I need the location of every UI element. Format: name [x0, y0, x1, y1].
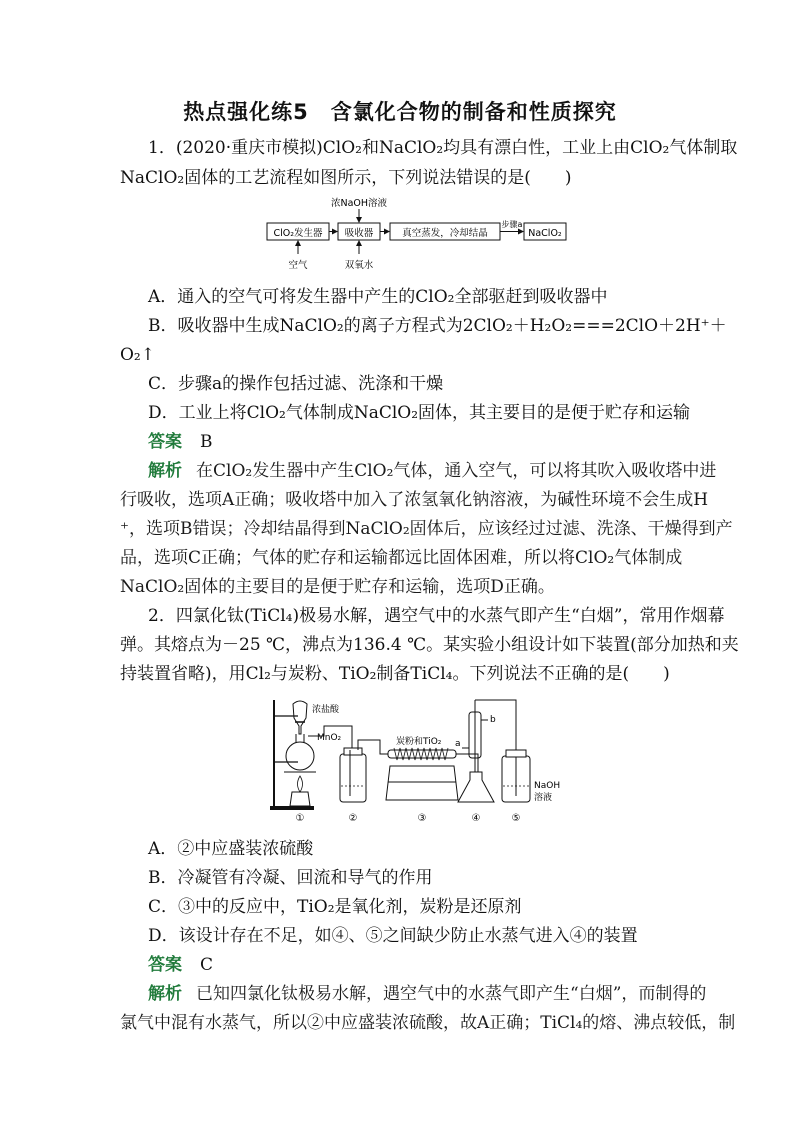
- q2-stem-line-2: 弹。其熔点为－25 ℃，沸点为136.4 ℃。某实验小组设计如下装置(部分加热和夹: [120, 635, 739, 655]
- q1-explanation-line-4: 品，选项C正确；气体的贮存和运输都远比固体困难，所以将ClO₂气体制成: [120, 548, 683, 568]
- iron-stand-base: [270, 806, 314, 810]
- q2-answer: [148, 954, 723, 976]
- q1-explanation-line-2: 行吸收，选项A正确；吸收塔中加入了浓氢氧化钠溶液，为碱性环境不会生成H: [120, 490, 709, 510]
- q2-option-b: B．冷凝管有冷凝、回流和导气的作用: [148, 868, 433, 888]
- apparatus-number-3: ③: [417, 813, 427, 824]
- conical-flask-4: [458, 772, 494, 802]
- flow-step-label: 步骤a: [501, 220, 523, 229]
- q1-explanation-line-3: ⁺，选项B错误；冷却结晶得到NaClO₂固体后，应该经过过滤、洗涤、干燥得到产: [120, 519, 733, 539]
- apparatus-number-2: ②: [348, 813, 358, 824]
- flow-box-generator-label: ClO₂发生器: [273, 228, 323, 239]
- q1-stem-line-1: 1．(2020·重庆市模拟)ClO₂和NaClO₂均具有漂白性，工业上由ClO₂气体制取: [148, 138, 738, 158]
- q1-option-c: C．步骤a的操作包括过滤、洗涤和干燥: [148, 374, 444, 394]
- q1-answer: [148, 431, 723, 453]
- label-carbon-tio2: 炭粉和TiO₂: [396, 737, 442, 747]
- alcohol-lamp: [290, 792, 310, 806]
- q1-explanation-line-1: [148, 460, 723, 482]
- flow-box-absorber-label: 吸收器: [344, 228, 374, 239]
- label-port-b: b: [490, 715, 496, 725]
- q1-flow-diagram: [262, 196, 572, 272]
- flow-bottom-input-air: 空气: [288, 260, 308, 271]
- q1-option-d: D．工业上将ClO₂气体制成NaClO₂固体，其主要目的是便于贮存和运输: [148, 403, 691, 423]
- flow-top-input-label: 浓NaOH溶液: [330, 198, 388, 209]
- apparatus-number-4: ④: [471, 813, 481, 824]
- furnace-stand: [386, 766, 458, 800]
- q1-option-b-line-1: B．吸收器中生成NaClO₂的离子方程式为2ClO₂＋H₂O₂===2ClO＋2H⁺＋: [148, 316, 727, 336]
- lamp-flame: [298, 776, 303, 792]
- absorber-bottle-5-stopper: [506, 750, 526, 757]
- separatory-funnel: [293, 701, 307, 734]
- wash-bottle-2: [340, 754, 366, 802]
- round-bottom-flask: [286, 742, 314, 770]
- q2-answer-value: C: [200, 955, 214, 975]
- apparatus-number-5: ⑤: [511, 813, 521, 824]
- flow-box-product-label: NaClO₂: [528, 228, 562, 239]
- q2-option-c: C．③中的反应中，TiO₂是氧化剂，炭粉是还原剂: [148, 897, 522, 917]
- q1-stem-line-2: NaClO₂固体的工艺流程如图所示，下列说法错误的是( ): [120, 168, 572, 188]
- q2-explanation-label: 解析: [148, 984, 182, 1004]
- q2-explanation-line-1: [148, 983, 723, 1005]
- flow-bottom-input-peroxide: 双氧水: [344, 260, 374, 271]
- q2-answer-label: 答案: [148, 955, 182, 975]
- q1-option-a: A．通入的空气可将发生器中产生的ClO₂全部驱赶到吸收器中: [148, 287, 608, 307]
- q2-explanation-text-1: 已知四氯化钛极易水解，遇空气中的水蒸气即产生“白烟”，而制得的: [196, 984, 707, 1004]
- q2-option-d: D．该设计存在不足，如④、⑤之间缺少防止水蒸气进入④的装置: [148, 926, 638, 946]
- page-title: 热点强化练5 含氯化合物的制备和性质探究: [183, 100, 617, 124]
- flow-box-evaporation-label: 真空蒸发，冷却结晶: [402, 228, 488, 239]
- q2-option-a: A．②中应盛装浓硫酸: [148, 839, 314, 859]
- q1-option-b-line-2: O₂↑: [120, 345, 155, 365]
- label-solution: 溶液: [534, 793, 553, 803]
- wash-bottle-2-stopper: [344, 748, 362, 755]
- label-conc-hcl: 浓盐酸: [312, 705, 340, 715]
- q1-explanation-line-5: NaClO₂固体的主要目的是便于贮存和运输，选项D正确。: [120, 577, 555, 597]
- label-port-a: a: [455, 739, 461, 749]
- apparatus-number-1: ①: [295, 813, 305, 824]
- q2-explanation-line-2: 氯气中混有水蒸气，所以②中应盛装浓硫酸，故A正确；TiCl₄的熔、沸点较低，制: [120, 1013, 736, 1033]
- label-naoh: NaOH: [534, 781, 561, 791]
- label-mno2: MnO₂: [317, 733, 342, 743]
- q2-stem-line-1: 2．四氯化钛(TiCl₄)极易水解，遇空气中的水蒸气即产生“白烟”，常用作烟幕: [148, 606, 725, 626]
- q1-answer-value: B: [200, 432, 213, 452]
- q2-apparatus-diagram: [262, 692, 572, 824]
- q1-answer-label: 答案: [148, 432, 182, 452]
- q1-explanation-text-1: 在ClO₂发生器中产生ClO₂气体，通入空气，可以将其吹入吸收塔中进: [196, 461, 717, 481]
- q1-explanation-label: 解析: [148, 461, 182, 481]
- q2-stem-line-3: 持装置省略)，用Cl₂与炭粉、TiO₂制备TiCl₄。下列说法不正确的是( ): [120, 664, 670, 684]
